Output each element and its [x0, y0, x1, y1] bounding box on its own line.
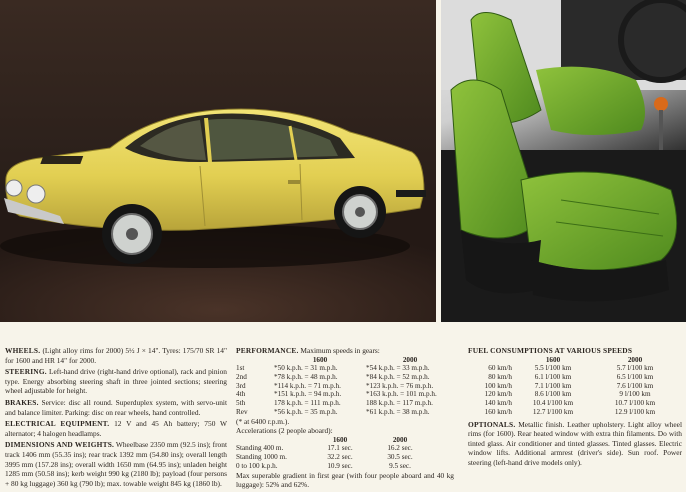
spec-column-2 [236, 346, 454, 492]
fuel-table-header [468, 356, 676, 365]
spec-column-3 [468, 346, 682, 469]
speed-col-1600: 1600 [312, 355, 328, 364]
fuel-1600: 10.4 l/100 km [532, 399, 574, 408]
accel-table [236, 436, 430, 471]
table-row [468, 382, 676, 391]
accel-2000: 16.2 sec. [387, 444, 413, 453]
speed-2000: *84 k.p.h. = 52 m.p.h. [366, 373, 430, 381]
accel-col-2000: 2000 [392, 435, 408, 444]
speed-col-2000: 2000 [402, 355, 418, 364]
gear-label: 2nd [236, 373, 247, 381]
fuel-speed: 140 km/h [484, 399, 512, 408]
rpm-footnote: (* at 6400 r.p.m.). [236, 416, 290, 426]
electrical-heading: ELECTRICAL EQUIPMENT. [5, 419, 110, 429]
speed-2000: *123 k.p.h. = 76 m.p.h. [366, 381, 434, 390]
fuel-speed: 80 km/h [488, 373, 512, 381]
accel-label: 0 to 100 k.p.h. [236, 461, 278, 470]
accel-col-1600: 1600 [332, 435, 348, 444]
steering-heading: STEERING. [5, 367, 47, 377]
interior-seats-photo [441, 0, 686, 322]
speed-2000: 188 k.p.h. = 117 m.p.h. [366, 399, 433, 408]
table-row [236, 364, 454, 373]
dimensions-paragraph [5, 440, 227, 488]
spec-column-1 [5, 346, 227, 490]
gear-label: 4th [236, 390, 246, 399]
table-row [236, 408, 454, 417]
accel-2000: 30.5 sec. [387, 453, 413, 462]
fuel-2000: 12.9 l/100 km [614, 407, 656, 416]
accel-1600: 17.1 sec. [327, 444, 353, 453]
table-row [236, 399, 454, 408]
optionals-body: Metallic finish. Leather upholstery. Light alloy wheel rims (for 1600). Rear heated window with extra thin filaments. Do with tinted glass. Air conditioner and tinted glasses. Tinted glasses. Electric window lifts. Additional armrest (driver's side). Sun roof. Power steering (left-hand drive models only). [468, 419, 682, 467]
speed-1600: *56 k.p.h. = 35 m.p.h. [274, 407, 338, 416]
table-row [468, 399, 676, 408]
fuel-speed: 160 km/h [484, 407, 512, 416]
gear-label: Rev [236, 407, 248, 416]
car-exterior-photo [0, 0, 436, 322]
front-wheel [102, 204, 162, 264]
wheels-heading: WHEELS. [5, 346, 41, 355]
speed-1600: *114 k.p.h. = 71 m.p.h. [274, 381, 341, 390]
fuel-1600: 6.1 l/100 km [534, 373, 572, 381]
table-row [236, 390, 454, 399]
accel-2000: 9.5 sec. [389, 461, 411, 470]
optionals-heading: OPTIONALS. [468, 419, 516, 429]
wheels-body: (Light alloy rims for 2000) 5½ J × 14". Tyres: 175/70 SR 14" for 1600 and HR 14" for 2000. [5, 346, 227, 365]
fuel-1600: 8.6 l/100 km [534, 390, 572, 399]
electrical-body: 12 V and 45 Ah battery; 750 W alternator; 4 halogen headlamps. [5, 419, 227, 438]
fuel-speed: 60 km/h [488, 364, 512, 373]
steering-paragraph [5, 367, 227, 396]
fuel-1600: 12.7 l/100 km [532, 407, 574, 416]
performance-heading: PERFORMANCE. [236, 346, 299, 355]
accel-label: Standing 400 m. [236, 444, 284, 453]
table-row [236, 453, 430, 462]
speed-table [236, 356, 454, 417]
accel-label: Standing 1000 m. [236, 453, 287, 462]
fuel-heading: FUEL CONSUMPTIONS AT VARIOUS SPEEDS [468, 346, 633, 355]
gear-label: 5th [236, 399, 246, 408]
accel-table-header [236, 436, 430, 445]
table-row [236, 382, 454, 391]
table-row [236, 462, 430, 471]
steering-body: Left-hand drive (right-hand drive optional), rack and pinion type. Energy absorbing steering shaft in three jointed sections; steering wheel adjustable for height. [5, 367, 227, 396]
fuel-2000: 7.6 l/100 km [616, 381, 654, 390]
gear-label: 3rd [236, 381, 246, 390]
fuel-col-2000: 2000 [627, 355, 643, 364]
seats-illustration [441, 0, 686, 322]
brakes-body: Service: disc all round. Superduplex system, with servo-unit and balance limiter. Parking: disc on rear wheels, hand controlled. [5, 397, 227, 417]
fuel-speed: 100 km/h [484, 381, 512, 390]
speed-table-body [236, 364, 454, 416]
electrical-paragraph [5, 419, 227, 438]
fuel-2000: 10.7 l/100 km [614, 399, 656, 408]
fuel-col-1600: 1600 [545, 355, 561, 364]
brakes-heading: BRAKES. [5, 397, 39, 407]
table-row [468, 390, 676, 399]
fuel-1600: 7.1 l/100 km [534, 381, 572, 390]
accel-heading: Accelerations (2 people aboard): [236, 426, 333, 436]
brakes-paragraph [5, 398, 227, 417]
dimensions-body: Wheelbase 2350 mm (92.5 ins); front track 1406 mm (55.35 ins); rear track 1392 mm (54.80 ins); overall length 3995 mm (157.28 ins); overall width 1650 mm (64.95 ins); unladen height 1285 mm (50.58 ins); kerb weight 990 kg (2180 lb); payload (four persons + 80 kg luggage) 360 kg (790 lb); max. towable weight 845 kg (1860 lb). [5, 440, 227, 488]
speed-1600: *50 k.p.h. = 31 m.p.h. [274, 364, 338, 373]
gear-label: 1st [236, 364, 245, 373]
speed-2000: *54 k.p.h. = 33 m.p.h. [366, 364, 430, 373]
speed-table-header [236, 356, 454, 365]
fuel-2000: 5.7 l/100 km [616, 364, 654, 373]
fuel-1600: 5.5 l/100 km [534, 364, 572, 373]
performance-heading-line [236, 346, 454, 356]
table-row [236, 373, 454, 382]
performance-subheading: Maximum speeds in gears: [300, 346, 380, 355]
speed-1600: 178 k.p.h. = 111 m.p.h. [274, 399, 341, 408]
accel-1600: 32.2 sec. [327, 453, 353, 462]
accel-1600: 10.9 sec. [327, 461, 353, 470]
gradient-note: Max superable gradient in first gear (with four people aboard and 40 kg luggage): 52% and 62%. [236, 470, 454, 490]
dimensions-heading: DIMENSIONS AND WEIGHTS. [5, 440, 115, 450]
optionals-paragraph [468, 420, 682, 468]
speed-1600: *151 k.p.h. = 94 m.p.h. [274, 390, 342, 399]
fuel-speed: 120 km/h [484, 390, 512, 399]
rear-wheel [334, 186, 386, 238]
fuel-2000: 6.5 l/100 km [616, 373, 654, 381]
speed-2000: *163 k.p.h. = 101 m.p.h. [366, 390, 437, 399]
car-illustration [0, 0, 436, 322]
table-row [468, 408, 676, 417]
speed-1600: *78 k.p.h. = 48 m.p.h. [274, 373, 338, 381]
fuel-table [468, 356, 676, 417]
spec-text-area [0, 322, 686, 490]
fuel-2000: 9 l/100 km [619, 390, 651, 399]
table-row [236, 444, 430, 453]
table-row [468, 373, 676, 382]
wheels-paragraph [5, 346, 227, 365]
table-row [468, 364, 676, 373]
speed-2000: *61 k.p.h. = 38 m.p.h. [366, 407, 430, 416]
